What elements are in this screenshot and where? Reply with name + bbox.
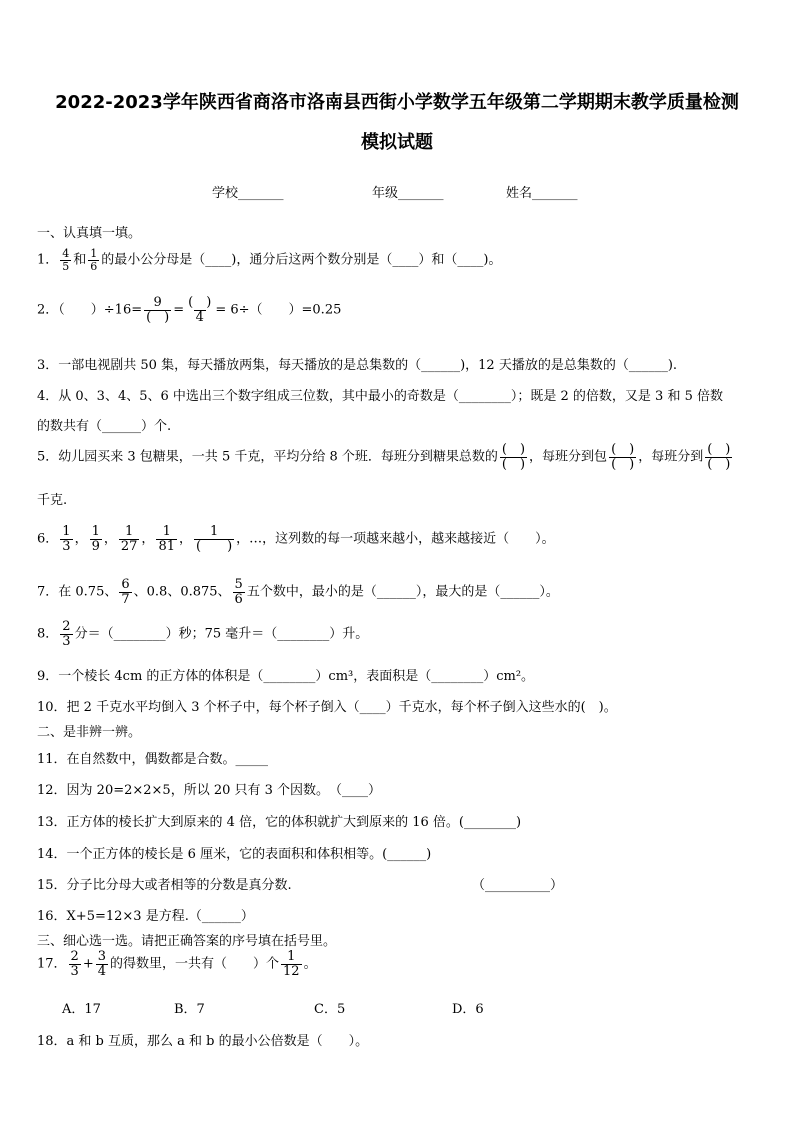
fraction: $\frac{1}{12}$ xyxy=(283,949,300,979)
fraction: $\frac{( )}{4}$ xyxy=(188,295,212,325)
question-11: 11．在自然数中，偶数都是合数。_____ xyxy=(37,752,269,767)
exam-title-line2: 模拟试题 xyxy=(361,132,433,153)
exam-title-line1: 2022-2023学年陕西省商洛市洛南县西街小学数学五年级第二学期期末教学质量检测 xyxy=(55,92,739,113)
question-17: 17． $\frac{2}{3}$ + $\frac{3}{4}$ 的得数里，一共有（ ）个 $\frac{1}{12}$ 。 xyxy=(37,949,317,979)
question-15-blank: （__________） xyxy=(472,878,564,893)
fraction: $\frac{( )}{( )}$ xyxy=(707,442,731,472)
question-12: 12．因为 20=2×2×5，所以 20 只有 3 个因数。 （____） xyxy=(37,783,382,798)
name-field: 姓名_______ xyxy=(506,186,578,201)
fraction: $\frac{3}{4}$ xyxy=(97,949,107,979)
question-3: 3．一部电视剧共 50 集，每天播放两集，每天播放的是总集数的（______)，12 天播放的是总集数的（______). xyxy=(37,358,678,373)
fraction: $\frac{4}{5}$ xyxy=(62,247,70,273)
question-10: 10．把 2 千克水平均倒入 3 个杯子中，每个杯子倒入（____）千克水，每个杯子倒入这些水的( )。 xyxy=(37,700,617,715)
fraction: $\frac{6}{7}$ xyxy=(121,577,130,607)
fraction: $\frac{1}{3}$ xyxy=(62,524,71,554)
fraction: $\frac{9}{( )}$ xyxy=(146,295,170,325)
question-9: 9．一个棱长 4cm 的正方体的体积是（________）cm³，表面积是（________）cm²。 xyxy=(37,669,535,684)
question-14: 14．一个正方体的棱长是 6 厘米，它的表面积和体积相等。(______) xyxy=(37,847,432,862)
fraction: $\frac{( )}{( )}$ xyxy=(611,442,635,472)
fraction: $\frac{1}{27}$ xyxy=(120,524,138,554)
section-3-heading: 三、细心选一选。请把正确答案的序号填在括号里。 xyxy=(37,934,337,949)
question-2: 2．（ ）÷16= $\frac{9}{( )}$ = $\frac{( )}{4}$ = 6÷（ ）=0.25 xyxy=(37,295,342,325)
question-4: 4．从 0、3、4、5、6 中选出三个数字组成三位数，其中最小的奇数是（________）；既是 2 的倍数，又是 3 和 5 倍数 xyxy=(37,389,723,404)
fraction: $\frac{2}{3}$ xyxy=(62,619,71,649)
question-7: 7．在 0.75、 $\frac{6}{7}$ 、0.8、0.875、 $\frac{5}{6}$ 五个数中，最小的是（______），最大的是（______）。 xyxy=(37,577,559,607)
fraction: $\frac{2}{3}$ xyxy=(70,949,79,979)
option-c: C．5 xyxy=(314,1002,346,1017)
question-18: 18．a 和 b 互质，那么 a 和 b 的最小公倍数是（ ）。 xyxy=(37,1034,369,1049)
section-2-heading: 二、是非辨一辨。 xyxy=(37,725,142,740)
fraction: $\frac{( )}{( )}$ xyxy=(501,442,526,472)
question-16: 16．X+5=12×3 是方程.（______） xyxy=(37,909,254,924)
fraction: $\frac{1}{6}$ xyxy=(90,247,98,273)
question-15: 15．分子比分母大或者相等的分数是真分数. xyxy=(37,878,292,893)
question-8: 8． $\frac{2}{3}$ 分＝（________）秒；75 毫升＝（________）升。 xyxy=(37,619,369,649)
section-1-heading: 一、认真填一填。 xyxy=(37,226,142,241)
question-5: 5．幼儿园买来 3 包糖果，一共 5 千克，平均分给 8 个班．每班分到糖果总数的 $\frac{( )}{( )}$ ，每班分到包 $\frac{( )}{( )}$ ，每班分到 $\frac{( )}{( )}$ xyxy=(37,442,731,472)
fraction: $\frac{1}{( )}$ xyxy=(196,524,233,554)
fraction: $\frac{1}{81}$ xyxy=(158,524,175,554)
option-b: B．7 xyxy=(174,1002,205,1017)
option-d: D．6 xyxy=(452,1002,484,1017)
question-4-cont: 的数共有（______）个. xyxy=(37,419,172,434)
fraction: $\frac{1}{9}$ xyxy=(91,524,100,554)
fraction: $\frac{5}{6}$ xyxy=(234,577,243,607)
question-1: 1． $\frac{4}{5}$ 和 $\frac{1}{6}$ 的最小公分母是（____)，通分后这两个数分别是（____）和（____)。 xyxy=(37,247,502,273)
question-13: 13．正方体的棱长扩大到原来的 4 倍，它的体积就扩大到原来的 16 倍。(________) xyxy=(37,815,522,830)
option-a: A．17 xyxy=(62,1002,101,1017)
grade-field: 年级_______ xyxy=(372,186,444,201)
question-5-cont: 千克. xyxy=(37,493,68,508)
school-field: 学校_______ xyxy=(212,186,284,201)
question-6: 6． $\frac{1}{3}$ ， $\frac{1}{9}$ ， $\frac{1}{27}$ ， $\frac{1}{81}$ ， $\frac{1}{( )}$ ，…，这列数的每一项越来越小，越来越接近（ ）。 xyxy=(37,524,555,554)
